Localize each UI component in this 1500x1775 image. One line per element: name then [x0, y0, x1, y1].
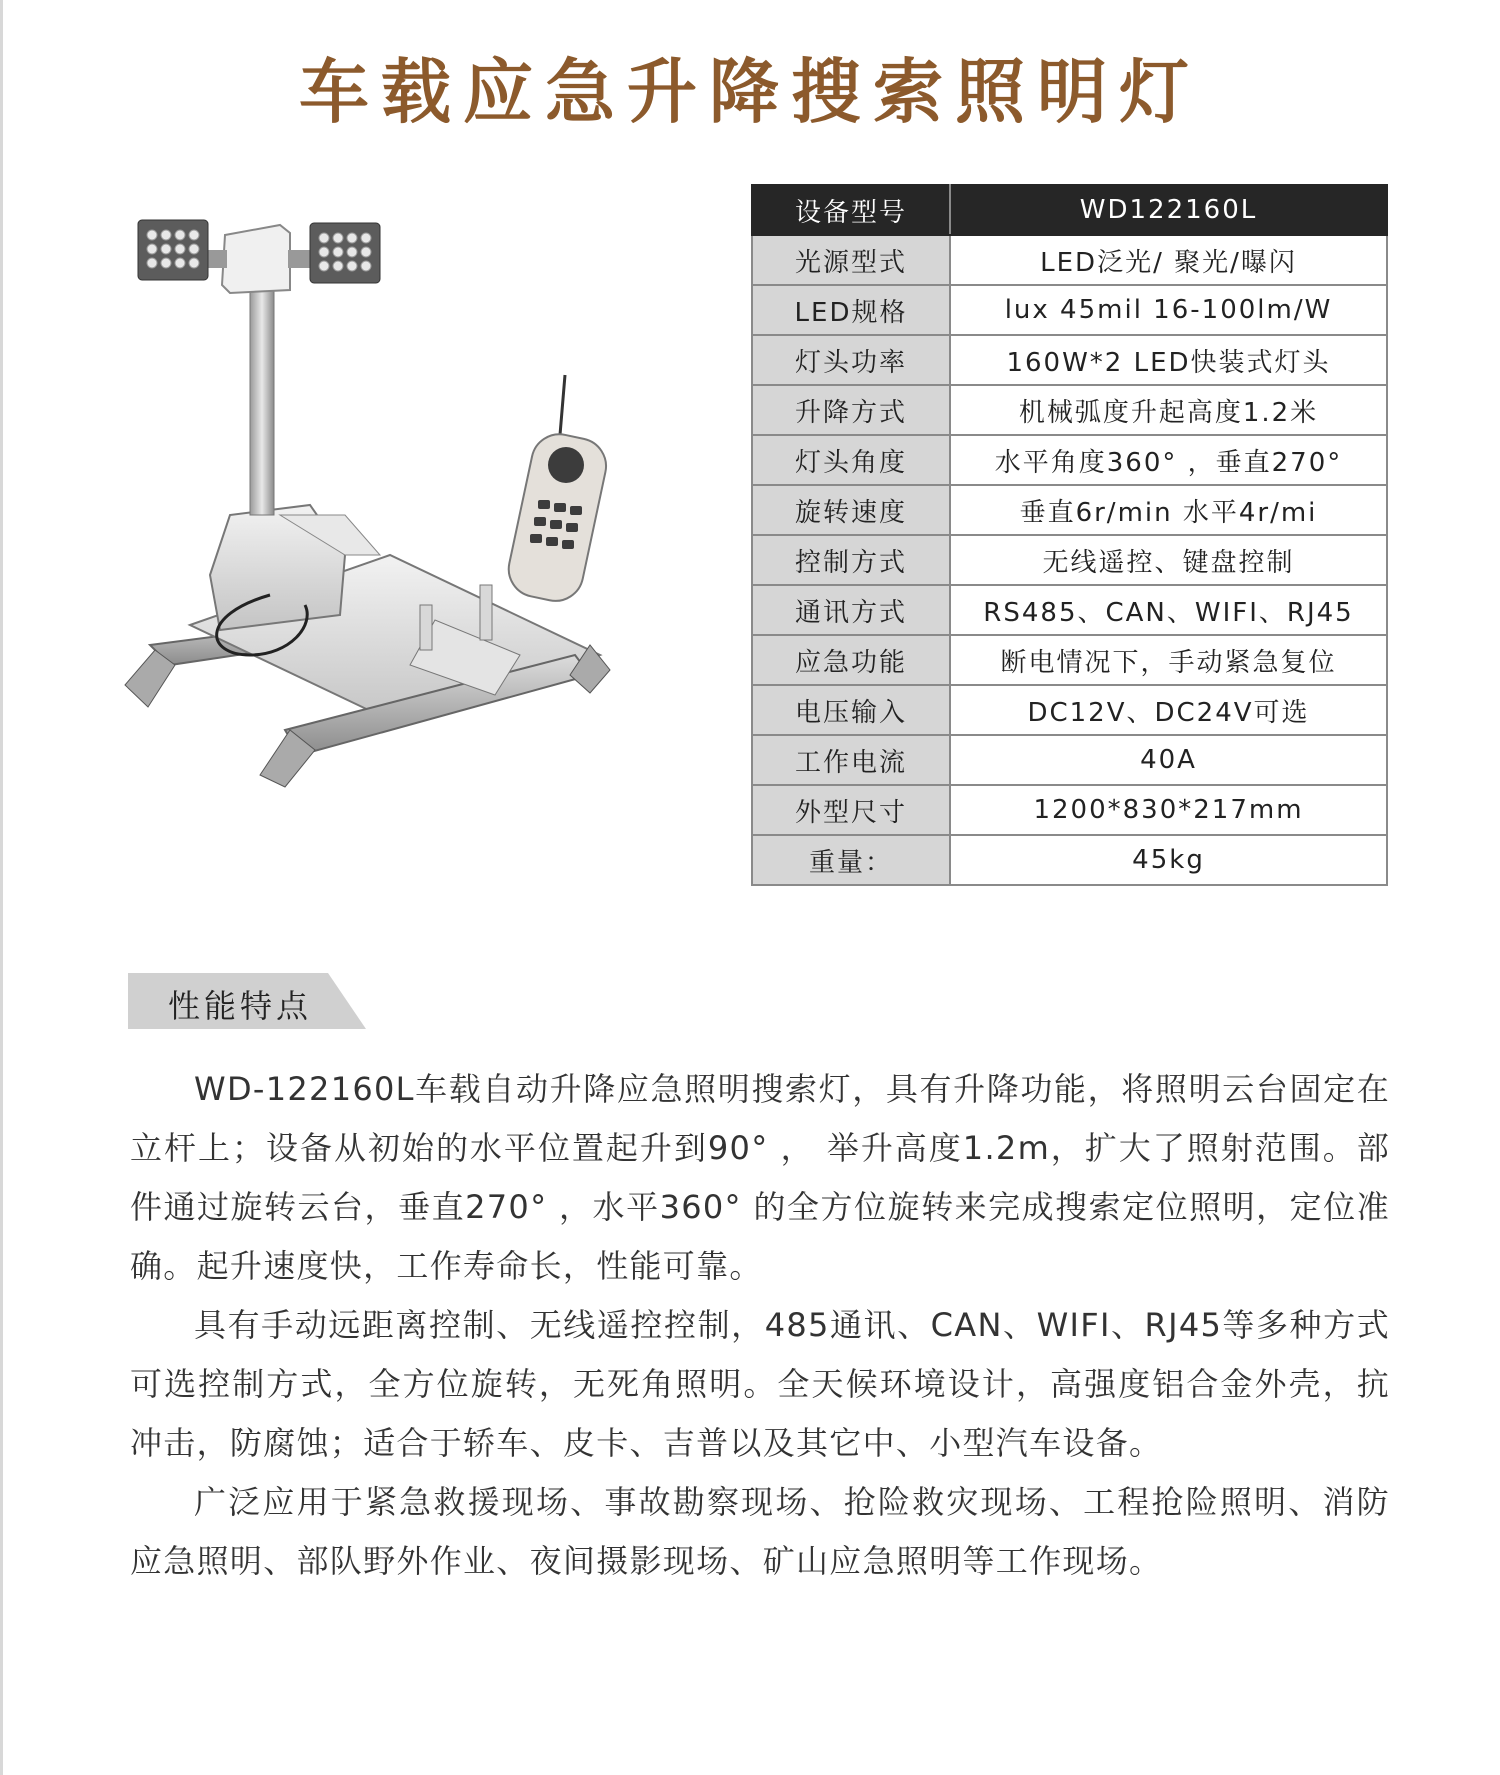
spec-row — [752, 335, 1387, 385]
spec-value: 无线遥控、键盘控制 — [950, 535, 1387, 585]
section-header — [128, 973, 368, 1029]
spec-value: 垂直6r/min 水平4r/mi — [950, 485, 1387, 535]
spec-row — [752, 535, 1387, 585]
spec-value: RS485、CAN、WIFI、RJ45 — [950, 585, 1387, 635]
spec-label: 电压输入 — [752, 685, 950, 735]
spec-row — [752, 835, 1387, 885]
spec-label: 外型尺寸 — [752, 785, 950, 835]
spec-value: DC12V、DC24V可选 — [950, 685, 1387, 735]
spec-label: 控制方式 — [752, 535, 950, 585]
spec-value: 45kg — [950, 835, 1387, 885]
spec-label: 工作电流 — [752, 735, 950, 785]
spec-value: 断电情况下，手动紧急复位 — [950, 635, 1387, 685]
spec-value: 160W*2 LED快装式灯头 — [950, 335, 1387, 385]
spec-row — [752, 185, 1387, 235]
description-paragraph: 具有手动远距离控制、无线遥控控制，485通讯、CAN、WIFI、RJ45等多种方式可选控制方式，全方位旋转，无死角照明。全天候环境设计，高强度铝合金外壳，抗冲击，防腐蚀；适合于轿车、皮卡、吉普以及其它中、小型汽车设备。 — [130, 1306, 1390, 1462]
spec-value: 水平角度360° ，垂直270° — [950, 435, 1387, 485]
spec-row — [752, 635, 1387, 685]
spec-row — [752, 485, 1387, 535]
spec-value: 1200*830*217mm — [950, 785, 1387, 835]
spec-label: 通讯方式 — [752, 585, 950, 635]
spec-value: 机械弧度升起高度1.2米 — [950, 385, 1387, 435]
lamp-head — [138, 220, 380, 293]
description-paragraph: 广泛应用于紧急救援现场、事故勘察现场、抢险救灾现场、工程抢险照明、消防应急照明、部队野外作业、夜间摄影现场、矿山应急照明等工作现场。 — [130, 1483, 1390, 1580]
spec-row — [752, 735, 1387, 785]
description-paragraph: WD-122160L车载自动升降应急照明搜索灯，具有升降功能，将照明云台固定在立杆上；设备从初始的水平位置起升到90° ， 举升高度1.2m，扩大了照射范围。部件通过旋转云台，垂直270° ，水平360° 的全方位旋转来完成搜索定位照明，定位准确。起升速度快，工作寿命长，性能可靠。 — [130, 1070, 1390, 1285]
section-title: 性能特点 — [168, 987, 313, 1025]
spec-label: 设备型号 — [752, 185, 950, 235]
spec-row — [752, 435, 1387, 485]
spec-value: WD122160L — [950, 185, 1387, 235]
spec-value: LED泛光/ 聚光/曝闪 — [950, 235, 1387, 285]
spec-label: LED规格 — [752, 285, 950, 335]
spec-row — [752, 385, 1387, 435]
spec-row — [752, 285, 1387, 335]
spec-label: 灯头角度 — [752, 435, 950, 485]
spec-label: 升降方式 — [752, 385, 950, 435]
remote-control — [504, 375, 612, 606]
spec-row — [752, 785, 1387, 835]
spec-value: lux 45mil 16-100lm/W — [950, 285, 1387, 335]
page-title: 车载应急升降搜索照明灯 — [299, 51, 1201, 133]
spec-label: 应急功能 — [752, 635, 950, 685]
spec-table — [751, 184, 1388, 886]
lift-pole — [250, 285, 274, 515]
spec-row — [752, 235, 1387, 285]
product-image — [120, 215, 700, 845]
spec-label: 灯头功率 — [752, 335, 950, 385]
page-edge — [0, 0, 3, 1775]
spec-row — [752, 685, 1387, 735]
spec-label: 旋转速度 — [752, 485, 950, 535]
spec-value: 40A — [950, 735, 1387, 785]
spec-label: 重量： — [752, 835, 950, 885]
description — [130, 1060, 1390, 1591]
spec-label: 光源型式 — [752, 235, 950, 285]
spec-row — [752, 585, 1387, 635]
